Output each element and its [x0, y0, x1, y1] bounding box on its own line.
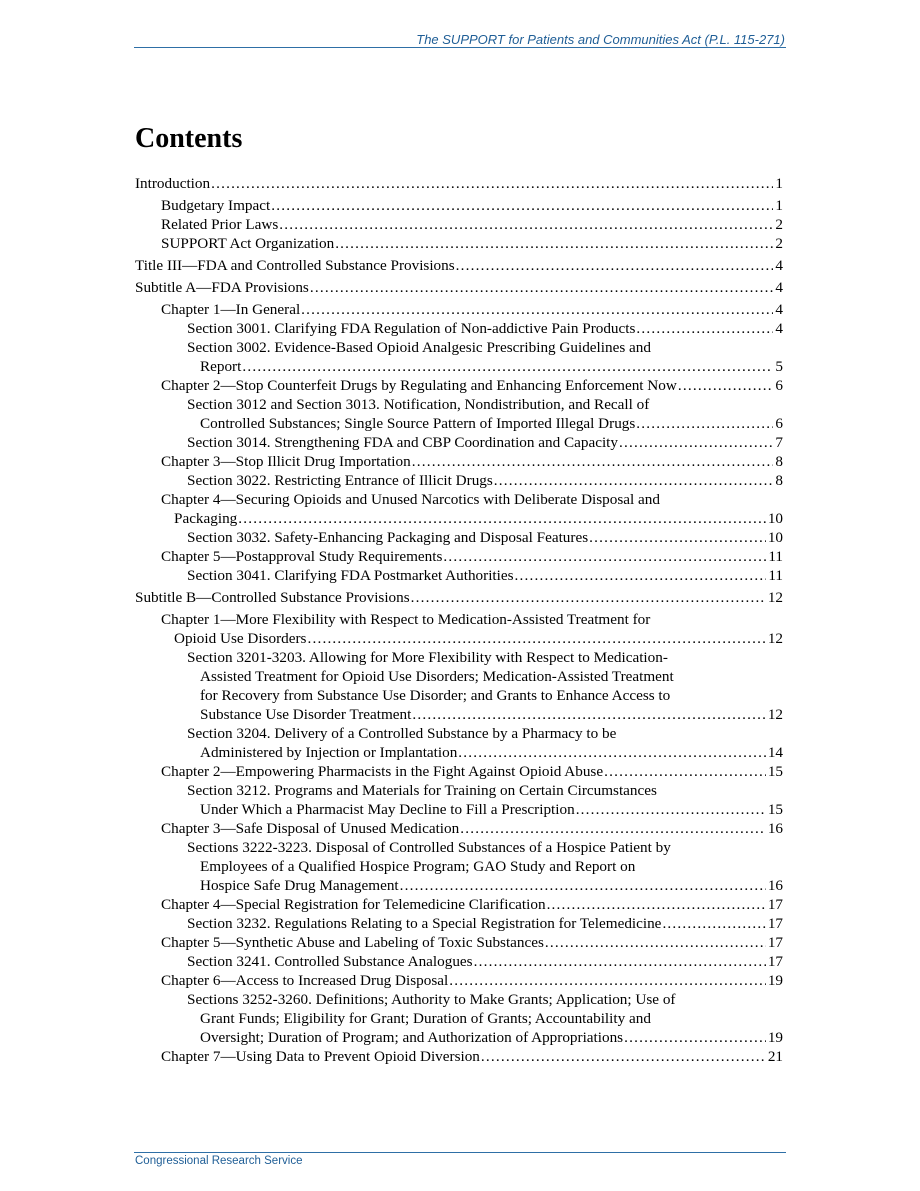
dot-leader [547, 895, 766, 914]
toc-entry-text-line: Sections 3222-3223. Disposal of Controlled Substances of a Hospice Patient by [187, 839, 671, 856]
dot-leader [412, 452, 774, 471]
footer-rule [134, 1152, 786, 1153]
toc-entry-title: Budgetary Impact [161, 197, 271, 214]
toc-entry-title: Substance Use Disorder Treatment [200, 706, 412, 723]
toc-page-number: 15 [767, 763, 783, 780]
toc-page-number: 21 [767, 1048, 783, 1065]
toc-page-number: 4 [775, 279, 783, 296]
toc-entry-title: Under Which a Pharmacist May Decline to Fill a Prescription [200, 801, 575, 818]
running-header: The SUPPORT for Patients and Communities Act (P.L. 115-271) [416, 32, 785, 47]
toc-entry[interactable] [135, 528, 783, 547]
toc-entry-title: Chapter 3—Safe Disposal of Unused Medication [161, 820, 460, 837]
toc-entry[interactable] [135, 588, 783, 607]
dot-leader [460, 819, 766, 838]
toc-entry[interactable] [135, 300, 783, 319]
toc-entry-title: Chapter 3—Stop Illicit Drug Importation [161, 453, 411, 470]
toc-entry-title: Section 3232. Regulations Relating to a Special Registration for Telemedicine [187, 915, 662, 932]
toc-page-number: 11 [768, 567, 783, 584]
toc-page-number: 16 [767, 820, 783, 837]
dot-leader [211, 174, 773, 193]
toc-entry-title: Administered by Injection or Implantation [200, 744, 458, 761]
toc-page-number: 8 [775, 453, 783, 470]
dot-leader [443, 547, 766, 566]
toc-entry[interactable] [135, 278, 783, 297]
dot-leader [271, 196, 773, 215]
toc-page-number: 10 [767, 510, 783, 527]
dot-leader [238, 509, 766, 528]
toc-entry[interactable] [135, 215, 783, 234]
toc-entry[interactable] [135, 174, 783, 193]
dot-leader [619, 433, 773, 452]
dot-leader [515, 566, 767, 585]
footer-publisher: Congressional Research Service [135, 1155, 303, 1167]
toc-page-number: 1 [775, 175, 783, 192]
dot-leader [456, 256, 774, 275]
toc-entry-text-line: for Recovery from Substance Use Disorder; and Grants to Enhance Access to [200, 687, 671, 704]
toc-entry[interactable] [135, 547, 783, 566]
header-rule [134, 47, 786, 48]
toc-page-number: 16 [767, 877, 783, 894]
toc-page-number: 17 [767, 915, 783, 932]
toc-entry-title: Subtitle A—FDA Provisions [135, 279, 309, 296]
toc-entry[interactable] [135, 234, 783, 253]
dot-leader [411, 588, 766, 607]
toc-page-number: 17 [767, 934, 783, 951]
toc-page-number: 6 [775, 377, 783, 394]
toc-entry-title: Section 3032. Safety-Enhancing Packaging and Disposal Features [187, 529, 589, 546]
dot-leader [474, 952, 766, 971]
toc-entry-title: Chapter 6—Access to Increased Drug Disposal [161, 972, 449, 989]
toc-entry-title: Chapter 5—Postapproval Study Requirements [161, 548, 443, 565]
toc-page-number: 17 [767, 953, 783, 970]
dot-leader [307, 629, 765, 648]
toc-entry[interactable] [135, 452, 783, 471]
dot-leader [624, 1028, 766, 1047]
toc-page-number: 2 [775, 235, 783, 252]
toc-entry[interactable] [135, 933, 783, 952]
toc-entry[interactable] [135, 819, 783, 838]
dot-leader [279, 215, 773, 234]
toc-entry-title: Chapter 4—Special Registration for Telemedicine Clarification [161, 896, 546, 913]
toc-entry-title: Section 3001. Clarifying FDA Regulation of Non-addictive Pain Products [187, 320, 636, 337]
toc-entry[interactable] [135, 990, 783, 1047]
toc-entry[interactable] [135, 838, 783, 895]
toc-entry-text-line: Sections 3252-3260. Definitions; Authority to Make Grants; Application; Use of [187, 991, 676, 1008]
toc-entry[interactable] [135, 196, 783, 215]
toc-page-number: 19 [767, 1029, 783, 1046]
toc-page-number: 11 [768, 548, 783, 565]
toc-page-number: 12 [767, 630, 783, 647]
toc-entry-title: Hospice Safe Drug Management [200, 877, 399, 894]
toc-entry[interactable] [135, 971, 783, 990]
toc-entry[interactable] [135, 914, 783, 933]
toc-entry-text-line: Section 3002. Evidence-Based Opioid Analgesic Prescribing Guidelines and [187, 339, 651, 356]
toc-page-number: 15 [767, 801, 783, 818]
toc-page-number: 14 [767, 744, 783, 761]
toc-entry-text-line: Section 3204. Delivery of a Controlled Substance by a Pharmacy to be [187, 725, 617, 742]
toc-entry-title: Oversight; Duration of Program; and Authorization of Appropriations [200, 1029, 624, 1046]
dot-leader [301, 300, 773, 319]
toc-entry[interactable] [135, 1047, 783, 1066]
toc-entry-text-line: Chapter 1—More Flexibility with Respect to Medication-Assisted Treatment for [161, 611, 651, 628]
toc-entry-title: Subtitle B—Controlled Substance Provisions [135, 589, 410, 606]
toc-page-number: 12 [767, 589, 783, 606]
toc-entry-title: Chapter 2—Empowering Pharmacists in the Fight Against Opioid Abuse [161, 763, 604, 780]
dot-leader [636, 414, 773, 433]
toc-entry-title: Related Prior Laws [161, 216, 279, 233]
toc-page-number: 4 [775, 301, 783, 318]
dot-leader [589, 528, 766, 547]
toc-entry[interactable] [135, 256, 783, 275]
toc-entry-title: Section 3041. Clarifying FDA Postmarket Authorities [187, 567, 514, 584]
toc-entry-title: Chapter 7—Using Data to Prevent Opioid Diversion [161, 1048, 480, 1065]
toc-entry-text-line: Employees of a Qualified Hospice Program; GAO Study and Report on [200, 858, 636, 875]
dot-leader [458, 743, 766, 762]
toc-entry-title: SUPPORT Act Organization [161, 235, 335, 252]
toc-entry-title: Chapter 1—In General [161, 301, 301, 318]
dot-leader [335, 234, 773, 253]
toc-page-number: 10 [767, 529, 783, 546]
toc-entry-title: Section 3241. Controlled Substance Analogues [187, 953, 473, 970]
toc-entry-title: Packaging [174, 510, 238, 527]
dot-leader [678, 376, 774, 395]
toc-entry[interactable] [135, 566, 783, 585]
toc-entry-title: Report [200, 358, 242, 375]
toc-page-number: 7 [775, 434, 783, 451]
dot-leader [449, 971, 766, 990]
toc-page-number: 2 [775, 216, 783, 233]
toc-entry-title: Section 3014. Strengthening FDA and CBP Coordination and Capacity [187, 434, 618, 451]
toc-entry-text-line: Section 3201-3203. Allowing for More Flexibility with Respect to Medication- [187, 649, 668, 666]
toc-page-number: 5 [775, 358, 783, 375]
toc-entry-title: Opioid Use Disorders [174, 630, 307, 647]
toc-entry-text-line: Chapter 4—Securing Opioids and Unused Narcotics with Deliberate Disposal and [161, 491, 660, 508]
toc-entry[interactable] [135, 471, 783, 490]
dot-leader [545, 933, 766, 952]
toc-entry-text-line: Assisted Treatment for Opioid Use Disorders; Medication-Assisted Treatment [200, 668, 674, 685]
toc-entry-text-line: Grant Funds; Eligibility for Grant; Duration of Grants; Accountability and [200, 1010, 651, 1027]
dot-leader [494, 471, 774, 490]
toc-entry[interactable] [135, 319, 783, 338]
dot-leader [636, 319, 773, 338]
dot-leader [400, 876, 766, 895]
toc-entry[interactable] [135, 762, 783, 781]
toc-entry[interactable] [135, 433, 783, 452]
toc-page-number: 6 [775, 415, 783, 432]
toc-page-number: 4 [775, 320, 783, 337]
dot-leader [412, 705, 765, 724]
toc-page-number: 19 [767, 972, 783, 989]
toc-entry-title: Section 3022. Restricting Entrance of Illicit Drugs [187, 472, 493, 489]
dot-leader [310, 278, 774, 297]
toc-entry[interactable] [135, 648, 783, 724]
dot-leader [604, 762, 766, 781]
table-of-contents [135, 174, 783, 1066]
toc-entry[interactable] [135, 724, 783, 762]
toc-page-number: 4 [775, 257, 783, 274]
toc-entry[interactable] [135, 395, 783, 433]
toc-entry[interactable] [135, 610, 783, 648]
toc-entry-title: Introduction [135, 175, 211, 192]
toc-entry-title: Title III—FDA and Controlled Substance Provisions [135, 257, 455, 274]
toc-entry-text-line: Section 3212. Programs and Materials for Training on Certain Circumstances [187, 782, 657, 799]
toc-page-number: 8 [775, 472, 783, 489]
toc-entry[interactable] [135, 338, 783, 376]
toc-page-number: 17 [767, 896, 783, 913]
dot-leader [242, 357, 773, 376]
toc-entry-title: Chapter 2—Stop Counterfeit Drugs by Regulating and Enhancing Enforcement Now [161, 377, 677, 394]
toc-entry[interactable] [135, 376, 783, 395]
toc-entry-title: Chapter 5—Synthetic Abuse and Labeling of Toxic Substances [161, 934, 544, 951]
toc-page-number: 12 [767, 706, 783, 723]
dot-leader [576, 800, 766, 819]
toc-entry[interactable] [135, 490, 783, 528]
toc-entry-title: Controlled Substances; Single Source Pattern of Imported Illegal Drugs [200, 415, 636, 432]
toc-entry[interactable] [135, 952, 783, 971]
toc-page-number: 1 [775, 197, 783, 214]
dot-leader [481, 1047, 766, 1066]
dot-leader [662, 914, 765, 933]
page-title: Contents [135, 123, 243, 154]
toc-entry[interactable] [135, 781, 783, 819]
toc-entry-text-line: Section 3012 and Section 3013. Notification, Nondistribution, and Recall of [187, 396, 650, 413]
toc-entry[interactable] [135, 895, 783, 914]
